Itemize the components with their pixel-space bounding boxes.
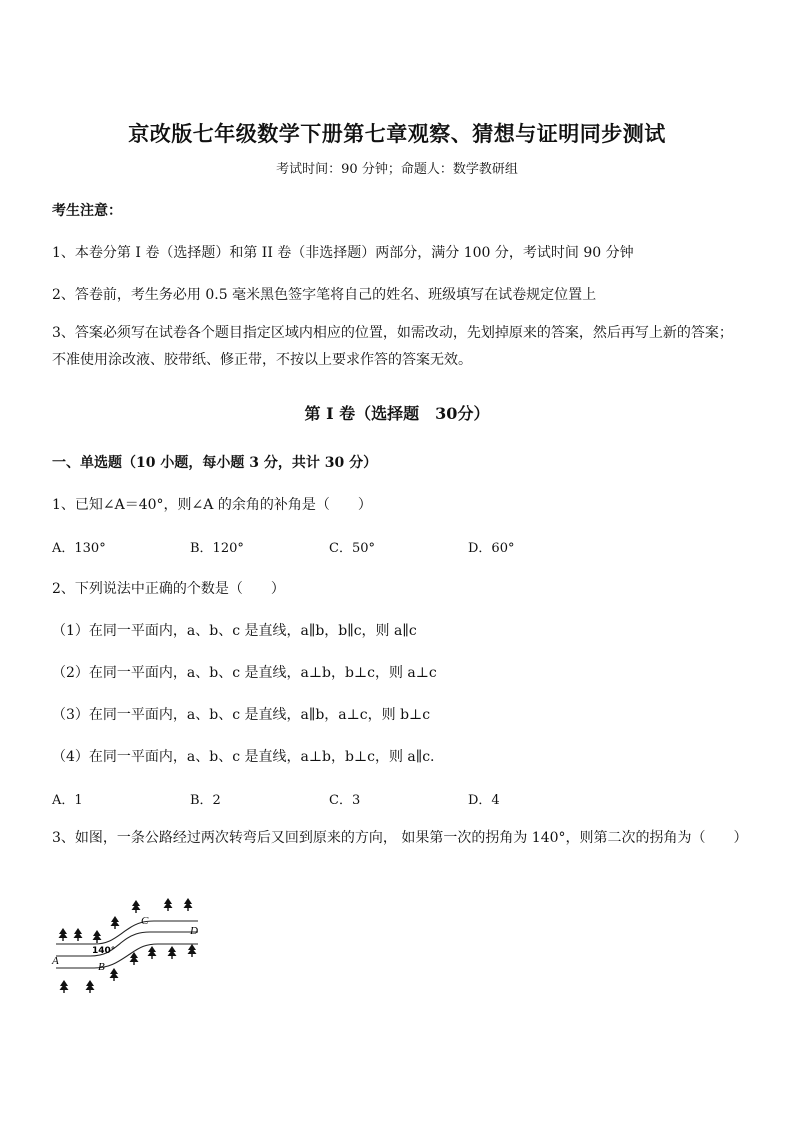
- question-2-statement: （2）在同一平面内，a、b、c 是直线，a⊥b，b⊥c，则 a⊥c: [52, 665, 437, 681]
- notice-heading: 考生注意：: [52, 203, 122, 219]
- exam-info: 考试时间：90 分钟；命题人：数学教研组: [276, 162, 518, 177]
- label-c: C: [141, 915, 149, 927]
- section-title: 第 I 卷（选择题 30分）: [304, 404, 490, 423]
- label-b: B: [98, 961, 105, 973]
- question-2-statement: （4）在同一平面内，a、b、c 是直线，a⊥b，b⊥c，则 a∥c.: [52, 749, 435, 765]
- question-3-stem: 3、如图，一条公路经过两次转弯后又回到原来的方向， 如果第一次的拐角为 140°，则第二次的拐角为（ ）: [52, 830, 748, 846]
- label-a: A: [52, 955, 59, 967]
- question-2-stem: 2、下列说法中正确的个数是（ ）: [52, 581, 285, 597]
- question-2-option-d[interactable]: D．4: [468, 793, 500, 808]
- angle-label: 140°: [92, 946, 116, 956]
- question-2-option-b[interactable]: B．2: [190, 793, 221, 808]
- part-heading: 一、单选题（10 小题，每小题 3 分，共计 30 分）: [52, 455, 378, 471]
- question-1-stem: 1、已知∠A＝40°，则∠A 的余角的补角是（ ）: [52, 497, 372, 513]
- label-d: D: [190, 925, 198, 937]
- question-1-option-c[interactable]: C．50°: [329, 541, 375, 556]
- tree-icons: [59, 898, 197, 993]
- question-2-statement: （1）在同一平面内，a、b、c 是直线，a∥b，b∥c，则 a∥c: [52, 623, 417, 639]
- question-1-option-d[interactable]: D．60°: [468, 541, 515, 556]
- question-1-option-a[interactable]: A．130°: [52, 541, 106, 556]
- notice-item: 2、答卷前，考生务必用 0.5 毫米黑色签字笔将自己的姓名、班级填写在试卷规定位置上: [52, 287, 597, 303]
- notice-item: 3、答案必须写在试卷各个题目指定区域内相应的位置，如需改动，先划掉原来的答案，然后再写上新的答案；不准使用涂改液、胶带纸、修正带，不按以上要求作答的答案无效。: [52, 325, 733, 368]
- question-2-option-c[interactable]: C．3: [329, 793, 361, 808]
- question-1-option-b[interactable]: B．120°: [190, 541, 244, 556]
- road-figure: [48, 892, 208, 1002]
- question-2-option-a[interactable]: A．1: [52, 793, 83, 808]
- page-title: 京改版七年级数学下册第七章观察、猜想与证明同步测试: [128, 121, 666, 146]
- notice-item: 1、本卷分第 I 卷（选择题）和第 II 卷（非选择题）两部分，满分 100 分，考试时间 90 分钟: [52, 245, 634, 261]
- question-2-statement: （3）在同一平面内，a、b、c 是直线，a∥b，a⊥c，则 b⊥c: [52, 707, 431, 723]
